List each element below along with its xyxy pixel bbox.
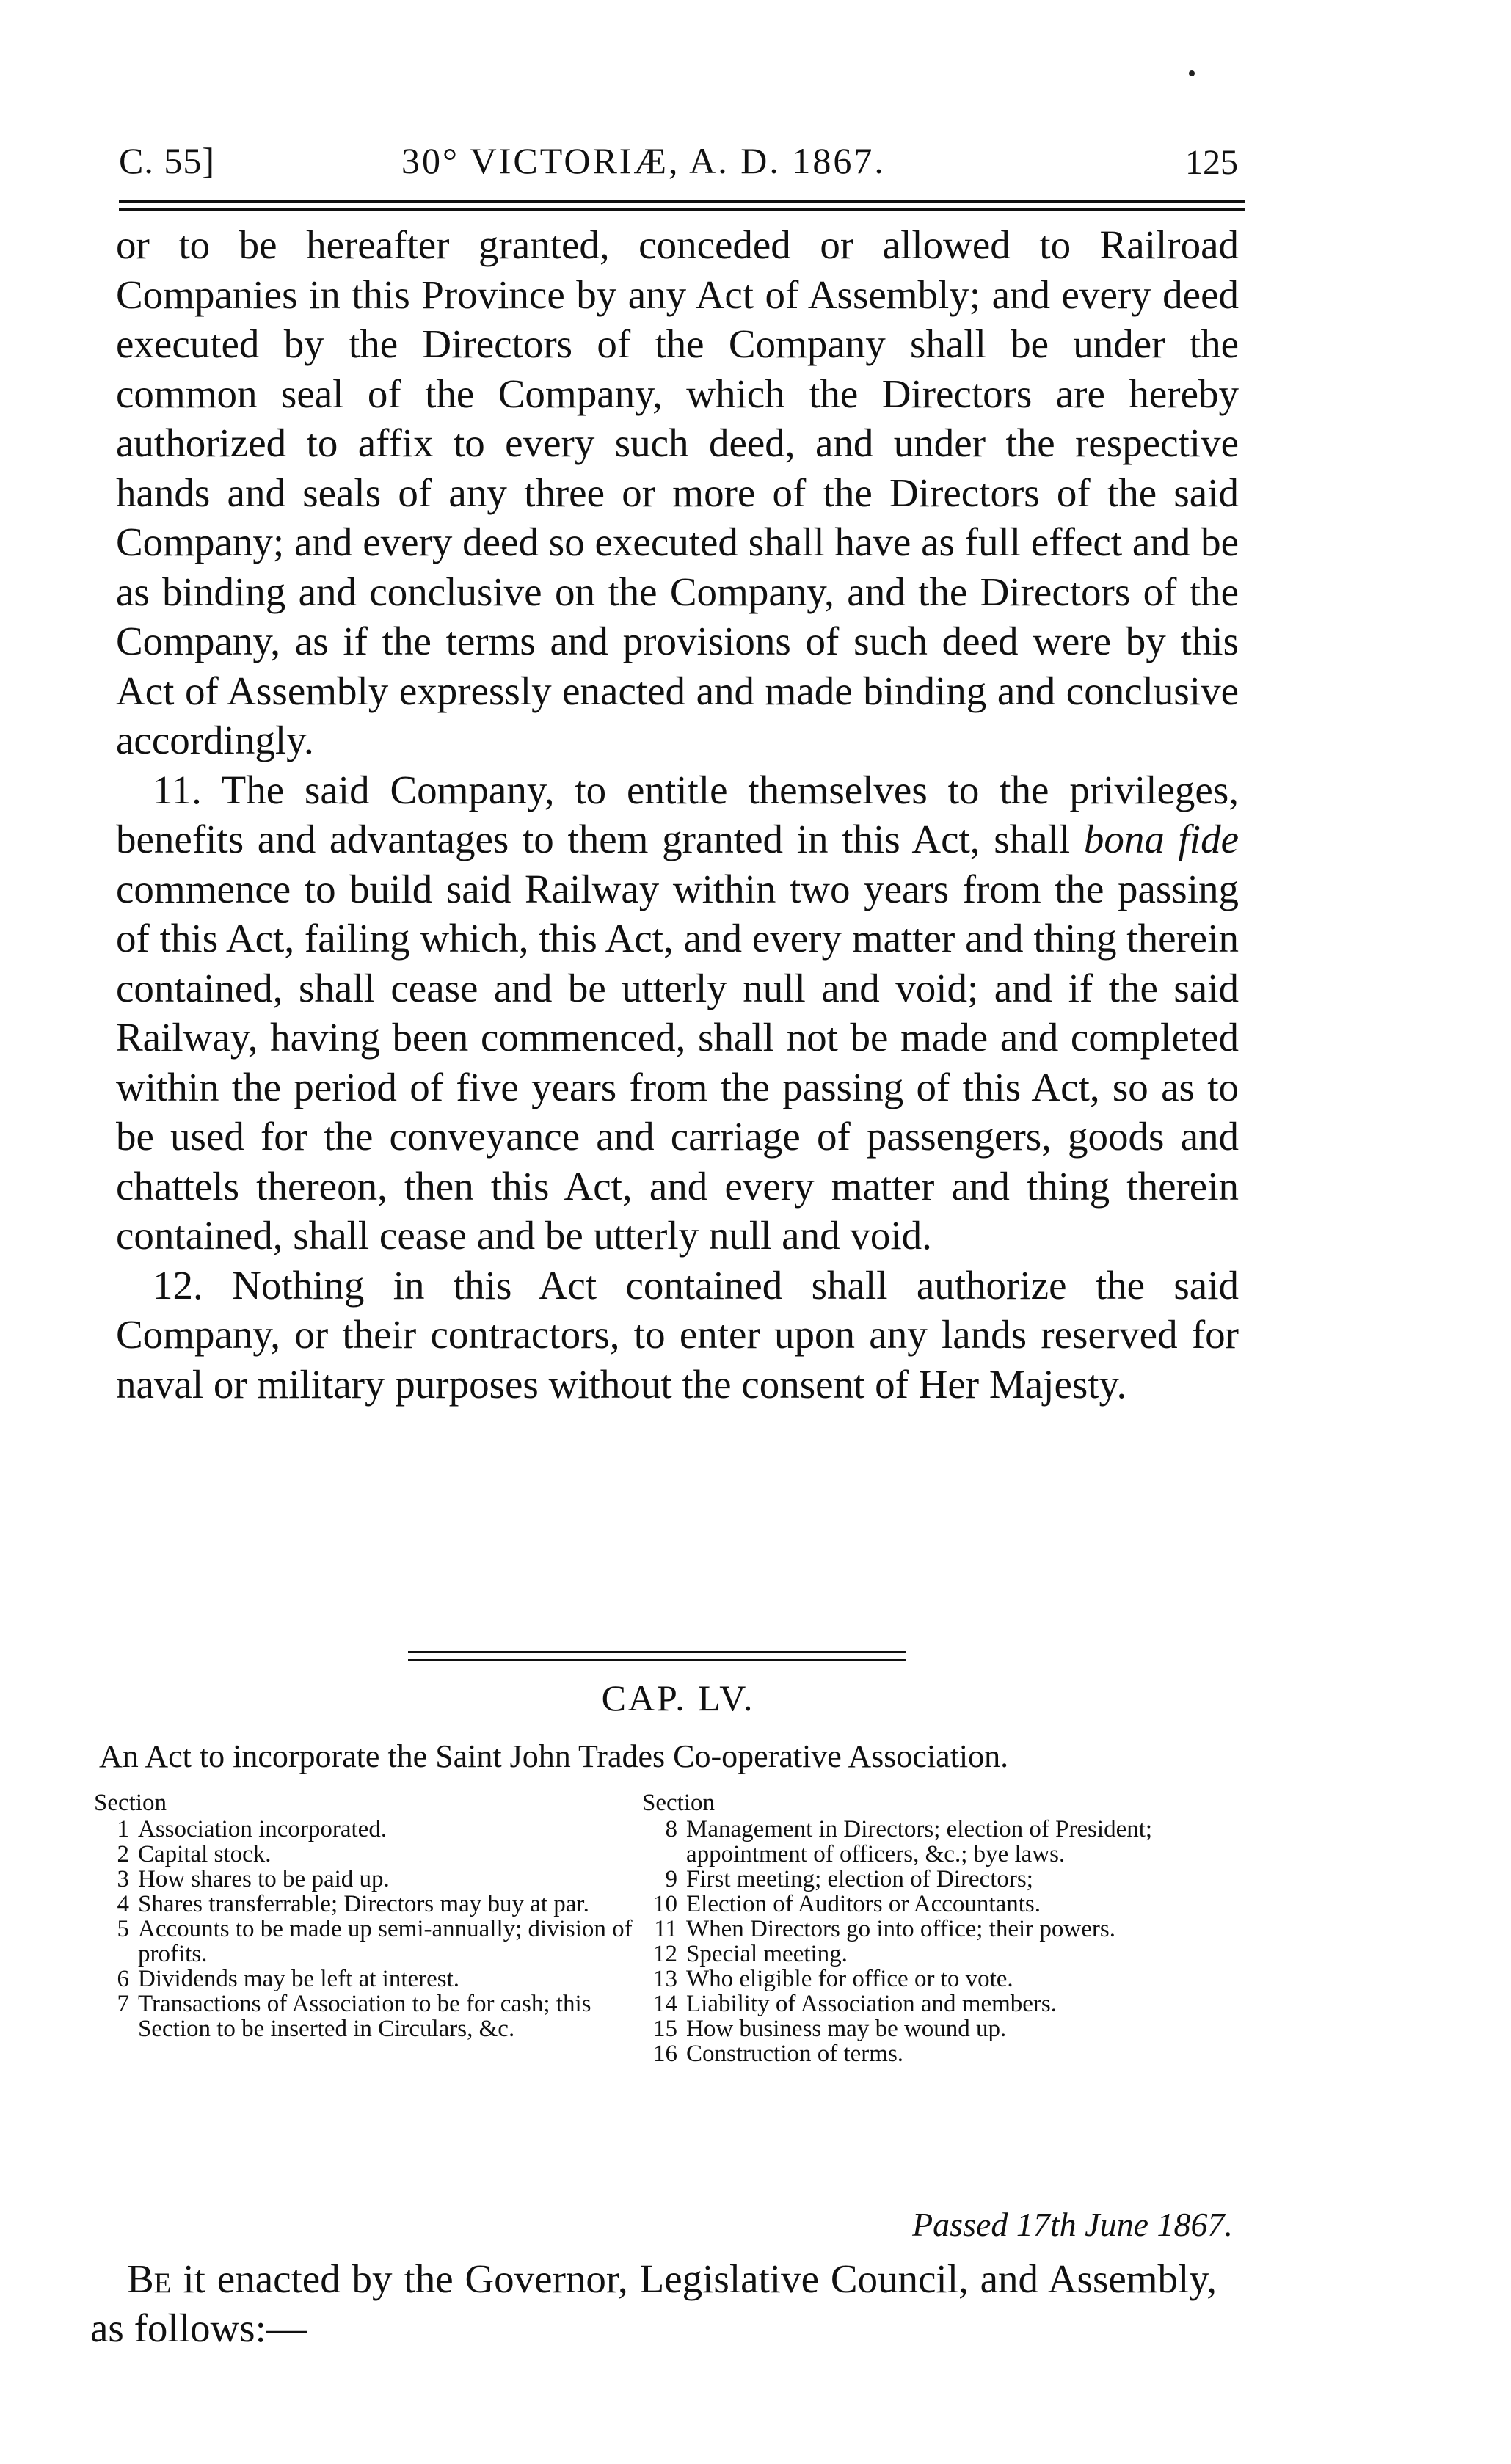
enacting-text: it enacted by the Governor, Legislative Council, and Assembly, as follows:— [90, 2256, 1217, 2350]
chapter-reference: C. 55] [119, 140, 215, 181]
toc-entry [94, 1917, 652, 1967]
print-speck [1189, 70, 1195, 76]
toc-entry-text: Special meeting. [686, 1941, 848, 1967]
toc-entry [642, 2041, 1244, 2066]
toc-entry-number: 4 [117, 1891, 129, 1917]
toc-entry [642, 1917, 1244, 1942]
toc-entry [94, 1892, 652, 1917]
toc-entry-number: 1 [117, 1816, 129, 1842]
toc-entry-text: Transactions of Association to be for cash; this Section to be inserted in Circulars, &c. [138, 1991, 591, 2042]
toc-entry-text: How business may be wound up. [686, 2016, 1007, 2042]
toc-entry-number: 5 [117, 1916, 129, 1942]
toc-entry-text: Management in Directors; election of President; appointment of officers, &c.; bye laws. [686, 1816, 1153, 1867]
toc-entry-text: When Directors go into office; their powers. [686, 1916, 1115, 1942]
toc-entry-number: 9 [665, 1866, 677, 1892]
chapter-title: CAP. LV. [601, 1677, 755, 1718]
toc-entry-text: Construction of terms. [686, 2041, 904, 2067]
toc-entry [94, 1991, 652, 2041]
enacting-clause [90, 2254, 1217, 2352]
toc-entry [642, 1892, 1244, 1917]
header-title: 30° VICTORIÆ, A. D. 1867. [401, 140, 886, 181]
section-11-paragraph: 11. The said Company, to entitle themselves to the privileges, benefits and advantages to them granted in this Act, shall bona fide commence to build said Railway within two years from the passing of this Act, failing which, this Act, and every matter and thing therein contained, shall cease and be utterly null and void; and if the said Railway, having been commenced, shall not be made and completed within the period of five years from the passing of this Act, so as to be used for the conveyance and carriage of passengers, goods and chattels thereon, then this Act, and every matter and thing therein contained, shall cease and be utterly null and void. [116, 767, 1239, 1258]
toc-right-column [642, 1790, 1244, 2066]
toc-entry-text: Liability of Association and members. [686, 1991, 1057, 2017]
toc-entry [642, 1991, 1244, 2016]
toc-entry [642, 1942, 1244, 1967]
paragraph-continuation: or to be hereafter granted, conceded or allowed to Railroad Companies in this Province by any Act of Assembly; and every deed executed by the Directors of the Company shall be under the common seal of the Company, which the Directors are hereby authorized to affix to every such deed, and under the respective hands and seals of any three or more of the Directors of the said Company; and every deed so executed shall have as full effect and be as binding and conclusive on the Company, and the Directors of the Company, as if the terms and provisions of such deed were by this Act of Assembly expressly enacted and made binding and conclusive accordingly. [116, 222, 1239, 762]
passed-date: Passed 17th June 1867. [912, 2206, 1233, 2243]
toc-entry [94, 1967, 652, 1991]
toc-entry-text: Accounts to be made up semi-annually; division of profits. [138, 1916, 633, 1967]
toc-entry [642, 1967, 1244, 1991]
toc-section-heading: Section [642, 1790, 715, 1816]
toc-entry [94, 1842, 652, 1867]
header-rule [119, 200, 1245, 211]
toc-left-column [94, 1790, 652, 2041]
toc-entry-number: 2 [117, 1841, 129, 1867]
toc-entry-text: Shares transferrable; Directors may buy at par. [138, 1891, 589, 1917]
toc-entry-text: Dividends may be left at interest. [138, 1966, 460, 1992]
act-title: An Act to incorporate the Saint John Trades Co-operative Association. [99, 1738, 1009, 1774]
toc-entry [94, 1867, 652, 1892]
toc-entry-text: First meeting; election of Directors; [686, 1866, 1033, 1892]
toc-entry [642, 1817, 1244, 1867]
toc-entry-number: 14 [653, 1991, 677, 2017]
toc-entry-text: Association incorporated. [138, 1816, 387, 1842]
enacting-lead: Be [127, 2256, 172, 2301]
toc-entry [94, 1817, 652, 1842]
toc-entry-number: 15 [653, 2016, 677, 2042]
body-text [116, 220, 1239, 1409]
toc-entry [642, 1867, 1244, 1892]
page-number: 125 [1185, 143, 1238, 182]
section-divider-rule [408, 1651, 906, 1661]
toc-entry-text: Election of Auditors or Accountants. [686, 1891, 1041, 1917]
toc-entry-number: 7 [117, 1991, 129, 2017]
toc-entry-number: 11 [654, 1916, 677, 1942]
toc-entry-number: 10 [653, 1891, 677, 1917]
running-header [119, 132, 1238, 191]
toc-entry-text: Who eligible for office or to vote. [686, 1966, 1013, 1992]
toc-entry-number: 8 [665, 1816, 677, 1842]
toc-entry [642, 2016, 1244, 2041]
toc-entry-number: 16 [653, 2041, 677, 2067]
toc-entry-text: Capital stock. [138, 1841, 272, 1867]
section-12-paragraph: 12. Nothing in this Act contained shall authorize the said Company, or their contractors, to enter upon any lands reserved for naval or military purposes without the consent of Her Majesty. [116, 1262, 1239, 1407]
toc-entry-number: 6 [117, 1966, 129, 1992]
toc-entry-number: 13 [653, 1966, 677, 1992]
italic-phrase: bona fide [1083, 817, 1239, 861]
toc-section-heading: Section [94, 1790, 167, 1816]
toc-entry-number: 3 [117, 1866, 129, 1892]
toc-entry-number: 12 [653, 1941, 677, 1967]
toc-entry-text: How shares to be paid up. [138, 1866, 390, 1892]
